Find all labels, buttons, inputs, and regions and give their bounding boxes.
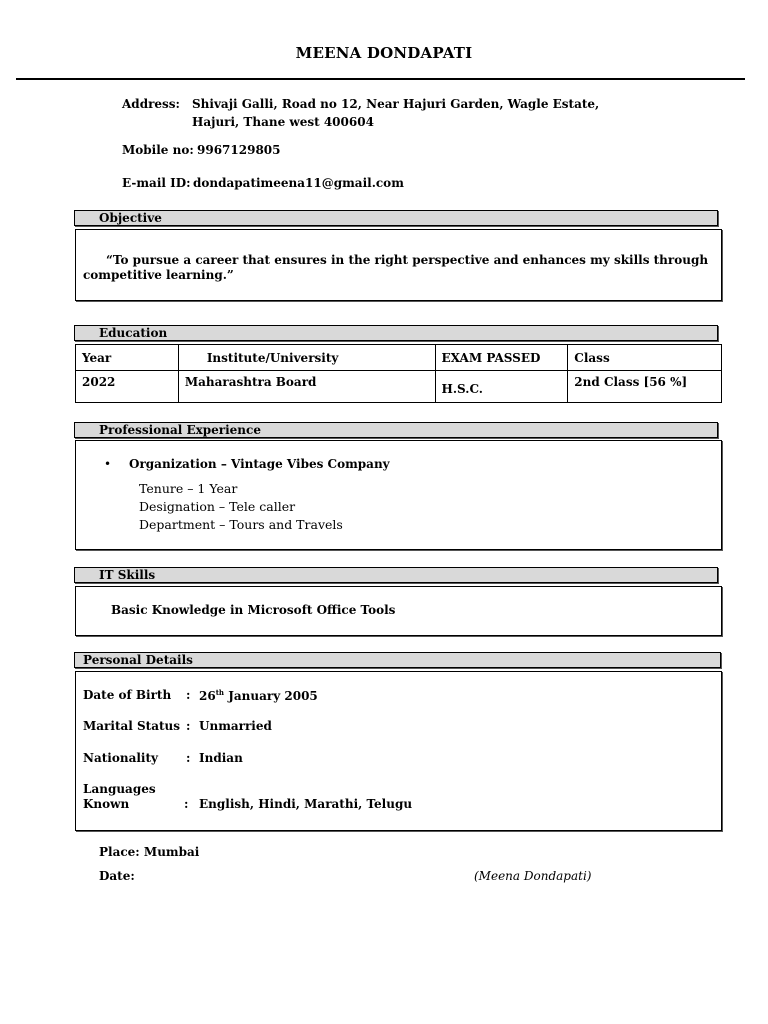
email-value: dondapatimeena11@gmail.com bbox=[193, 176, 404, 190]
objective-heading bbox=[74, 210, 718, 226]
marital-value: Unmarried bbox=[199, 719, 272, 733]
cell-class: 2nd Class [56 %] bbox=[568, 371, 722, 403]
dob-value bbox=[199, 688, 318, 703]
dob-label: Date of Birth bbox=[83, 688, 172, 702]
experience-tenure: Tenure – 1 Year bbox=[139, 481, 238, 496]
address-line-1: Shivaji Galli, Road no 12, Near Hajuri Garden, Wagle Estate, bbox=[192, 97, 600, 111]
address-line-2: Hajuri, Thane west 400604 bbox=[192, 115, 374, 129]
dob-suffix: th bbox=[215, 688, 225, 697]
experience-heading bbox=[74, 422, 718, 438]
table-row bbox=[76, 371, 722, 403]
marital-label: Marital Status bbox=[83, 719, 181, 733]
objective-text-2: competitive learning.” bbox=[83, 268, 234, 282]
cell-institute: Maharashtra Board bbox=[178, 371, 435, 403]
address-label: Address: bbox=[122, 97, 180, 111]
col-institute: Institute/University bbox=[178, 345, 435, 371]
objective-text-1: “To pursue a career that ensures in the right perspective and enhances my skills through bbox=[106, 253, 709, 267]
nationality-label: Nationality bbox=[83, 751, 158, 765]
experience-department: Department – Tours and Travels bbox=[139, 517, 343, 532]
dob-colon: : bbox=[186, 688, 191, 702]
col-exam: EXAM PASSED bbox=[435, 345, 568, 371]
education-table bbox=[75, 344, 722, 403]
cell-year: 2022 bbox=[76, 371, 179, 403]
personal-heading-text: Personal Details bbox=[83, 653, 193, 667]
experience-designation: Designation – Tele caller bbox=[139, 499, 296, 514]
dob-rest: January 2005 bbox=[228, 689, 318, 703]
bullet-icon: • bbox=[104, 457, 112, 471]
education-heading bbox=[74, 325, 718, 341]
nationality-colon: : bbox=[186, 751, 191, 765]
mobile-value: 9967129805 bbox=[197, 143, 281, 157]
place-text: Place: Mumbai bbox=[99, 845, 200, 859]
it-skills-heading-text: IT Skills bbox=[99, 568, 156, 582]
languages-label-2: Known bbox=[83, 797, 130, 811]
marital-colon: : bbox=[186, 719, 191, 733]
mobile-label: Mobile no: bbox=[122, 143, 194, 157]
languages-value: English, Hindi, Marathi, Telugu bbox=[199, 797, 413, 811]
experience-heading-text: Professional Experience bbox=[99, 423, 261, 437]
col-year: Year bbox=[76, 345, 179, 371]
experience-organization: Organization – Vintage Vibes Company bbox=[129, 457, 390, 471]
signature-text: (Meena Dondapati) bbox=[474, 869, 592, 883]
title-rule bbox=[16, 78, 745, 80]
table-header-row bbox=[76, 345, 722, 371]
it-skills-heading bbox=[74, 567, 718, 583]
objective-heading-text: Objective bbox=[99, 211, 162, 225]
date-text: Date: bbox=[99, 869, 135, 883]
languages-colon: : bbox=[184, 797, 189, 811]
it-skills-text: Basic Knowledge in Microsoft Office Tools bbox=[111, 603, 396, 617]
education-heading-text: Education bbox=[99, 326, 168, 340]
email-label: E-mail ID: bbox=[122, 176, 191, 190]
languages-label-1: Languages bbox=[83, 782, 156, 796]
nationality-value: Indian bbox=[199, 751, 243, 765]
cell-exam: H.S.C. bbox=[435, 371, 568, 403]
col-class: Class bbox=[568, 345, 722, 371]
dob-day: 26 bbox=[199, 689, 216, 703]
resume-name: MEENA DONDAPATI bbox=[295, 44, 473, 62]
personal-heading bbox=[74, 652, 721, 668]
